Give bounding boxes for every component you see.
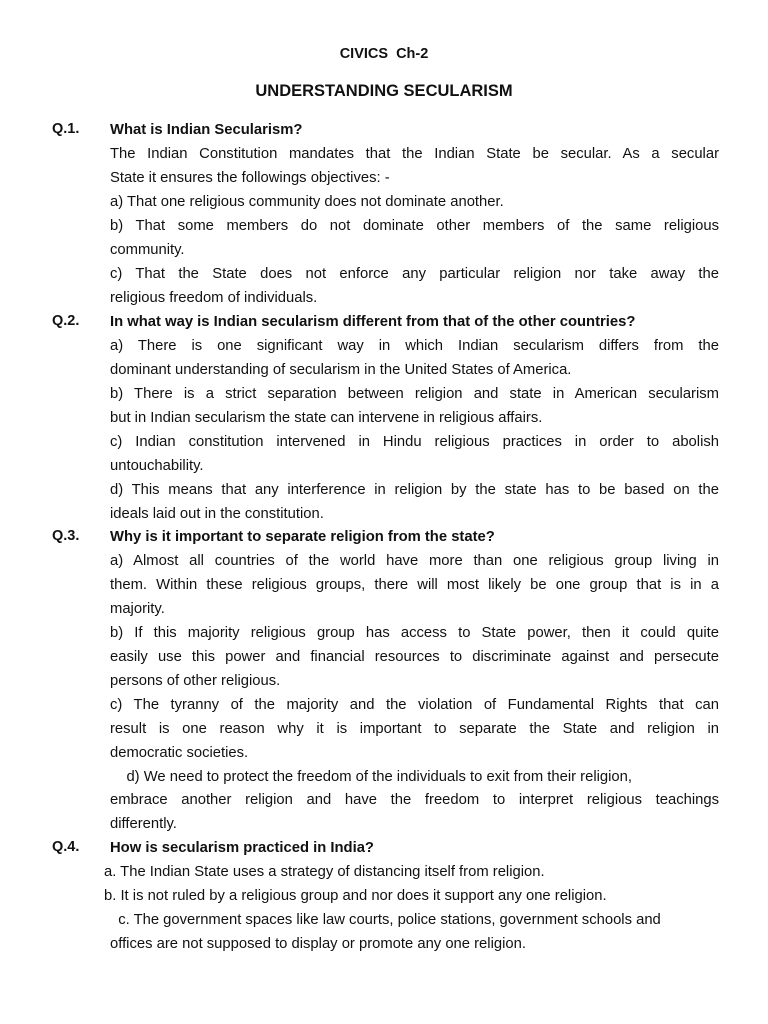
document-subject: CIVICS Ch-2	[339, 46, 429, 62]
answer-line: persons of other religious.	[110, 673, 281, 689]
answer-line: a) There is one significant way in which Indian secularism differs from the	[110, 338, 719, 354]
answer-line: religious freedom of individuals.	[110, 290, 318, 306]
answer-line: differently.	[110, 816, 177, 832]
answer-line: c) That the State does not enforce any particular religion nor take away the	[110, 266, 719, 282]
answer-line: c) Indian constitution intervened in Hindu religious practices in order to abolish	[110, 434, 719, 450]
answer-line: d) We need to protect the freedom of the individuals to exit from their religion,	[110, 769, 632, 785]
answer-line: b) If this majority religious group has access to State power, then it could quite	[110, 625, 719, 641]
answer-line: them. Within these religious groups, there will most likely be one group that is in a	[110, 577, 719, 593]
answer-line: c) The tyranny of the majority and the violation of Fundamental Rights that can	[110, 697, 719, 713]
answer-line: d) This means that any interference in religion by the state has to be based on the	[110, 482, 719, 498]
question-text: In what way is Indian secularism different from that of the other countries?	[110, 314, 636, 330]
answer-line: result is one reason why it is important to separate the State and religion in	[110, 721, 719, 737]
answer-line: a) Almost all countries of the world have more than one religious group living in	[110, 553, 719, 569]
answer-line: community.	[110, 242, 185, 258]
question-text: Why is it important to separate religion from the state?	[110, 529, 495, 545]
answer-line: untouchability.	[110, 458, 204, 474]
question-number: Q.2.	[52, 313, 80, 329]
answer-line: State it ensures the followings objectives: -	[110, 170, 390, 186]
question-text: How is secularism practiced in India?	[110, 840, 374, 856]
answer-line: embrace another religion and have the freedom to interpret religious teachings	[110, 792, 719, 808]
document-heading: UNDERSTANDING SECULARISM	[255, 82, 513, 100]
answer-line: a) That one religious community does not dominate another.	[110, 194, 504, 210]
question-number: Q.1.	[52, 121, 80, 137]
answer-line: ideals laid out in the constitution.	[110, 506, 324, 522]
answer-line: a. The Indian State uses a strategy of distancing itself from religion.	[104, 864, 545, 880]
answer-line: b. It is not ruled by a religious group and nor does it support any one religion.	[104, 888, 607, 904]
answer-line: offices are not supposed to display or promote any one religion.	[110, 936, 526, 952]
answer-line: The Indian Constitution mandates that the Indian State be secular. As a secular	[110, 146, 719, 162]
question-text: What is Indian Secularism?	[110, 122, 303, 138]
answer-line: but in Indian secularism the state can intervene in religious affairs.	[110, 410, 543, 426]
answer-line: c. The government spaces like law courts, police stations, government schools and	[110, 912, 661, 928]
answer-line: easily use this power and financial resources to discriminate against and persecute	[110, 649, 719, 665]
answer-line: democratic societies.	[110, 745, 249, 761]
question-number: Q.3.	[52, 528, 80, 544]
answer-line: b) There is a strict separation between religion and state in American secularism	[110, 386, 719, 402]
question-number: Q.4.	[52, 839, 80, 855]
answer-line: b) That some members do not dominate other members of the same religious	[110, 218, 719, 234]
answer-line: dominant understanding of secularism in the United States of America.	[110, 362, 572, 378]
answer-line: majority.	[110, 601, 165, 617]
